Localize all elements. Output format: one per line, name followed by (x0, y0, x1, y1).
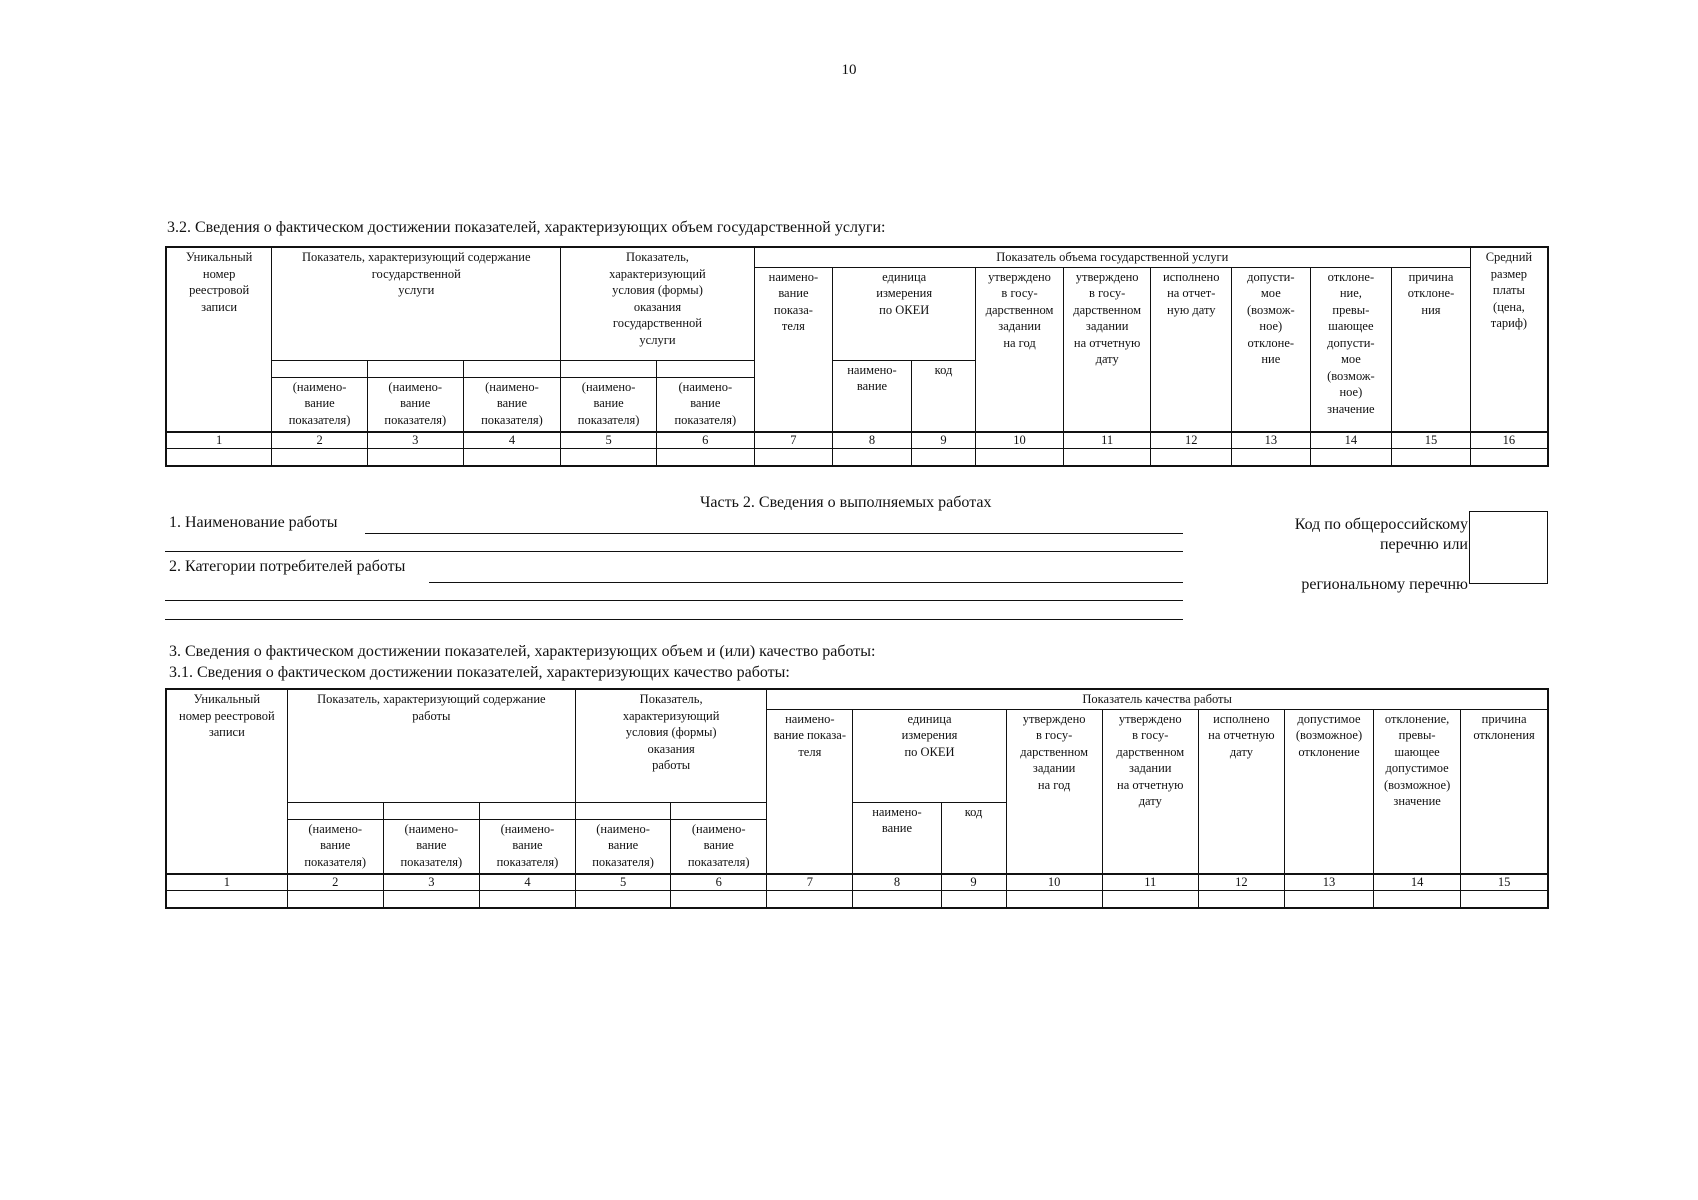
col-number: 6 (671, 874, 767, 891)
col-number: 12 (1151, 432, 1232, 449)
col-number: 2 (272, 432, 368, 449)
header-indicator-name-col2: (наимено- вание показателя) (287, 819, 383, 874)
col-number: 7 (767, 874, 853, 891)
col-number: 16 (1470, 432, 1548, 449)
header-unit-okei: единица измерения по ОКЕИ (833, 267, 976, 360)
header-excess-deviation: отклоне- ние, превы- шающее допусти- мое (возмож- ное) значение (1310, 267, 1392, 432)
col-number: 6 (656, 432, 754, 449)
header-unit-name: наимено- вание (833, 360, 912, 432)
header-indicator-name-col6: (наимено- вание показателя) (656, 377, 754, 432)
header-content-indicator: Показатель, характеризующий содержание работы (287, 689, 575, 802)
col-number: 14 (1310, 432, 1392, 449)
page-number: 10 (841, 62, 857, 78)
col-number: 4 (479, 874, 575, 891)
header-indicator-name-col3: (наимено- вание показателя) (367, 377, 463, 432)
header-indicator-name-col3: (наимено- вание показателя) (383, 819, 479, 874)
col-number: 3 (367, 432, 463, 449)
header-deviation-reason: причина отклоне- ния (1392, 267, 1471, 432)
header-unique-number: Уникальный номер реестровой записи (166, 247, 272, 432)
column-numbers-row (166, 432, 1548, 449)
col-number: 3 (383, 874, 479, 891)
col-number: 11 (1063, 432, 1151, 449)
header-executed: исполнено на отчет- ную дату (1151, 267, 1232, 432)
col-number: 15 (1392, 432, 1471, 449)
col-number: 10 (976, 432, 1064, 449)
part-2-title: Часть 2. Сведения о выполняемых работах (700, 494, 992, 511)
col-number: 10 (1006, 874, 1102, 891)
col-number: 9 (911, 432, 975, 449)
table-row (166, 449, 1548, 467)
col-number: 13 (1232, 432, 1311, 449)
registry-code-label: Код по общероссийскому перечню или региональному перечню (1294, 516, 1468, 593)
header-executed: исполнено на отчетную дату (1198, 709, 1284, 874)
consumers-label: 2. Категории потребителей работы (169, 558, 406, 575)
section-3-heading: 3. Сведения о фактическом достижении показателей, характеризующих объем и (или) качество работы: (169, 643, 876, 660)
header-quality-indicator: Показатель качества работы (767, 689, 1548, 709)
work-name-line-2[interactable] (165, 551, 1183, 552)
header-indicator-name: наимено- вание показа- теля (754, 267, 833, 432)
col-number: 15 (1461, 874, 1548, 891)
header-deviation-reason: причина отклонения (1461, 709, 1548, 874)
col-number: 5 (576, 874, 671, 891)
registry-code-box[interactable] (1469, 511, 1548, 584)
header-indicator-name: наимено- вание показа- теля (767, 709, 853, 874)
col-number: 5 (561, 432, 657, 449)
header-approved-date: утверждено в госу- дарственном задании на отчетную дату (1063, 267, 1151, 432)
quality-indicators-table (165, 688, 1549, 909)
section-3-1-heading: 3.1. Сведения о фактическом достижении показателей, характеризующих качество работы: (169, 664, 790, 681)
col-number: 8 (833, 432, 912, 449)
header-average-fee: Средний размер платы (цена, тариф) (1470, 247, 1548, 432)
header-indicator-name-col5: (наимено- вание показателя) (561, 377, 657, 432)
header-volume-indicator: Показатель объема государственной услуги (754, 247, 1470, 267)
col-number: 14 (1374, 874, 1461, 891)
column-numbers-row (166, 874, 1548, 891)
header-unit-code: код (941, 802, 1006, 874)
col-number: 2 (287, 874, 383, 891)
header-approved-year: утверждено в госу- дарственном задании на год (976, 267, 1064, 432)
header-allowed-deviation: допусти- мое (возмож- ное) отклоне- ние (1232, 267, 1311, 432)
consumers-line-3[interactable] (165, 619, 1183, 620)
header-approved-date: утверждено в госу- дарственном задании на отчетную дату (1102, 709, 1198, 874)
col-number: 11 (1102, 874, 1198, 891)
header-approved-year: утверждено в госу- дарственном задании на год (1006, 709, 1102, 874)
header-unit-code: код (911, 360, 975, 432)
header-allowed-deviation: допустимое (возможное) отклонение (1284, 709, 1373, 874)
header-indicator-name-col4: (наимено- вание показателя) (479, 819, 575, 874)
volume-indicators-table (165, 246, 1549, 467)
header-indicator-name-col4: (наимено- вание показателя) (463, 377, 561, 432)
table-row (166, 891, 1548, 909)
col-number: 8 (853, 874, 941, 891)
section-3-2-heading: 3.2. Сведения о фактическом достижении показателей, характеризующих объем государственной услуги: (167, 219, 886, 236)
col-number: 4 (463, 432, 561, 449)
header-unit-name: наимено- вание (853, 802, 941, 874)
work-name-label: 1. Наименование работы (169, 514, 338, 531)
header-content-indicator: Показатель, характеризующий содержание государственной услуги (272, 247, 561, 360)
header-indicator-name-col5: (наимено- вание показателя) (576, 819, 671, 874)
header-indicator-name-col2: (наимено- вание показателя) (272, 377, 368, 432)
col-number: 13 (1284, 874, 1373, 891)
col-number: 9 (941, 874, 1006, 891)
consumers-line-1[interactable] (429, 582, 1183, 583)
header-indicator-name-col6: (наимено- вание показателя) (671, 819, 767, 874)
header-unique-number: Уникальный номер реестровой записи (166, 689, 287, 874)
col-number: 7 (754, 432, 833, 449)
col-number: 1 (166, 432, 272, 449)
header-conditions-indicator: Показатель, характеризующий условия (формы) оказания государственной услуги (561, 247, 754, 360)
work-name-line-1[interactable] (365, 533, 1183, 534)
header-excess-deviation: отклонение, превы- шающее допустимое (возможное) значение (1374, 709, 1461, 874)
consumers-line-2[interactable] (165, 600, 1183, 601)
col-number: 12 (1198, 874, 1284, 891)
header-conditions-indicator: Показатель, характеризующий условия (формы) оказания работы (576, 689, 767, 802)
header-unit-okei: единица измерения по ОКЕИ (853, 709, 1006, 802)
col-number: 1 (166, 874, 287, 891)
